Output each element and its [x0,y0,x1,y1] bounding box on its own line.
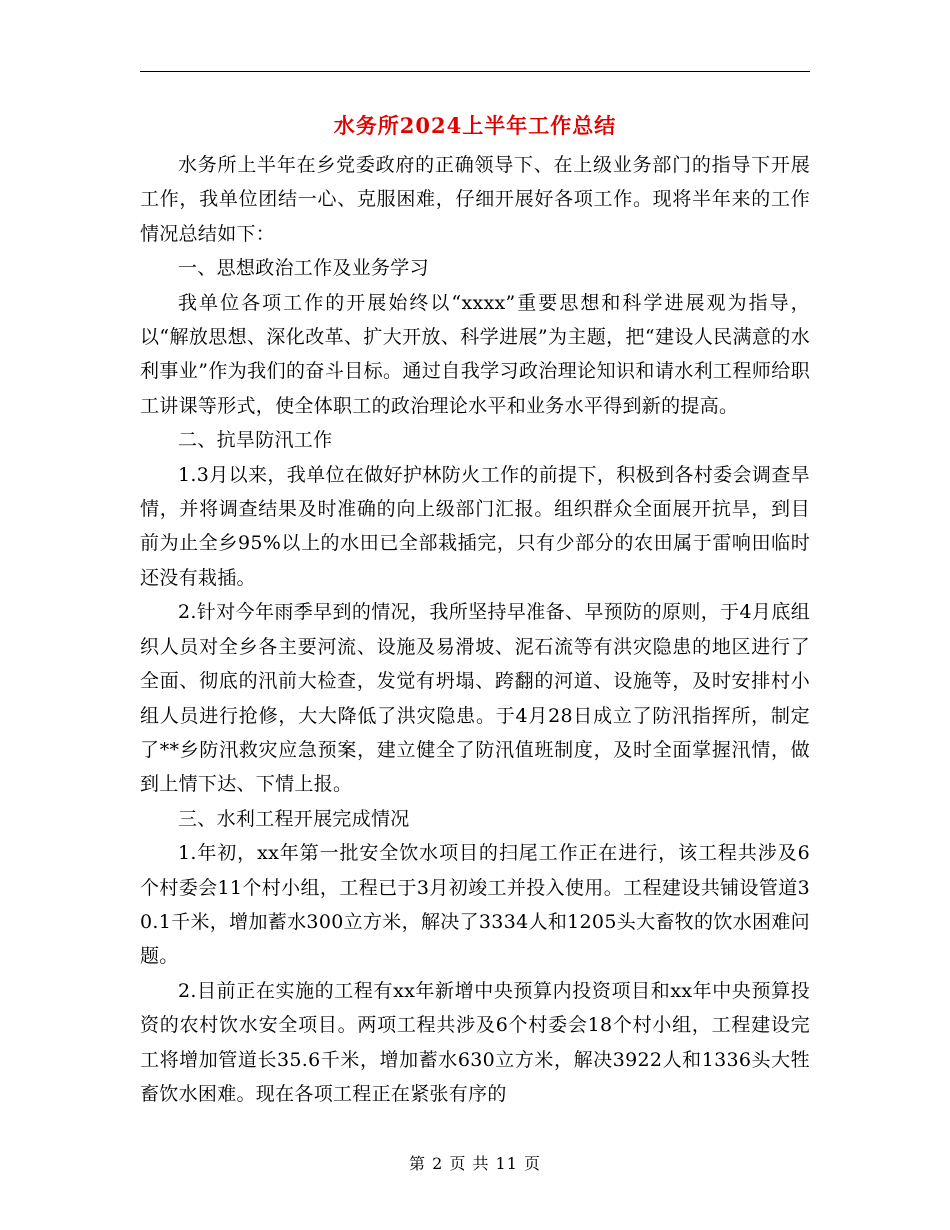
document-body [140,148,810,1111]
document-title: 水务所2024上半年工作总结 [333,113,617,138]
page-number-footer: 第 2 页 共 11 页 [409,1154,541,1173]
body-paragraph: 1.3月以来，我单位在做好护林防火工作的前提下，积极到各村委会调查旱情，并将调查结果及时准确的向上级部门汇报。组织群众全面展开抗旱，到目前为止全乡95%以上的水田已全部栽插完，只有少部分的农田属于雷响田临时还没有栽插。 [140,463,810,589]
body-paragraph: 2.目前正在实施的工程有xx年新增中央预算内投资项目和xx年中央预算投资的农村饮水安全项目。两项工程共涉及6个村委会18个村小组，工程建设完工将增加管道长35.6千米，增加蓄水630立方米，解决3922人和1336头大牲畜饮水困难。现在各项工程正在紧张有序的 [140,979,810,1105]
body-paragraph: 2.针对今年雨季早到的情况，我所坚持早准备、早预防的原则，于4月底组织人员对全乡各主要河流、设施及易滑坡、泥石流等有洪灾隐患的地区进行了全面、彻底的汛前大检查，发觉有坍塌、跨翻的河道、设施等，及时安排村小组人员进行抢修，大大降低了洪灾隐患。于4月28日成立了防汛指挥所，制定了**乡防汛救灾应急预案，建立健全了防汛值班制度，及时全面掌握汛情，做到上情下达、下情上报。 [140,601,810,796]
intro-paragraph: 水务所上半年在乡党委政府的正确领导下、在上级业务部门的指导下开展工作，我单位团结一心、克服困难，仔细开展好各项工作。现将半年来的工作情况总结如下： [140,154,810,245]
section-heading-2: 二、抗旱防汛工作 [178,429,333,452]
section-heading-3: 三、水利工程开展完成情况 [178,807,410,830]
section-heading-1: 一、思想政治工作及业务学习 [178,257,429,280]
body-paragraph: 1.年初，xx年第一批安全饮水项目的扫尾工作正在进行，该工程共涉及6个村委会11个村小组，工程已于3月初竣工并投入使用。工程建设共铺设管道30.1千米，增加蓄水300立方米，解决了3334人和1205头大畜牧的饮水困难问题。 [140,842,810,968]
body-paragraph: 我单位各项工作的开展始终以“xxxx”重要思想和科学进展观为指导，以“解放思想、深化改革、扩大开放、科学进展”为主题，把“建设人民满意的水利事业”作为我们的奋斗目标。通过自我学习政治理论知识和请水利工程师给职工讲课等形式，使全体职工的政治理论水平和业务水平得到新的提高。 [140,291,810,417]
header-rule [140,71,810,72]
